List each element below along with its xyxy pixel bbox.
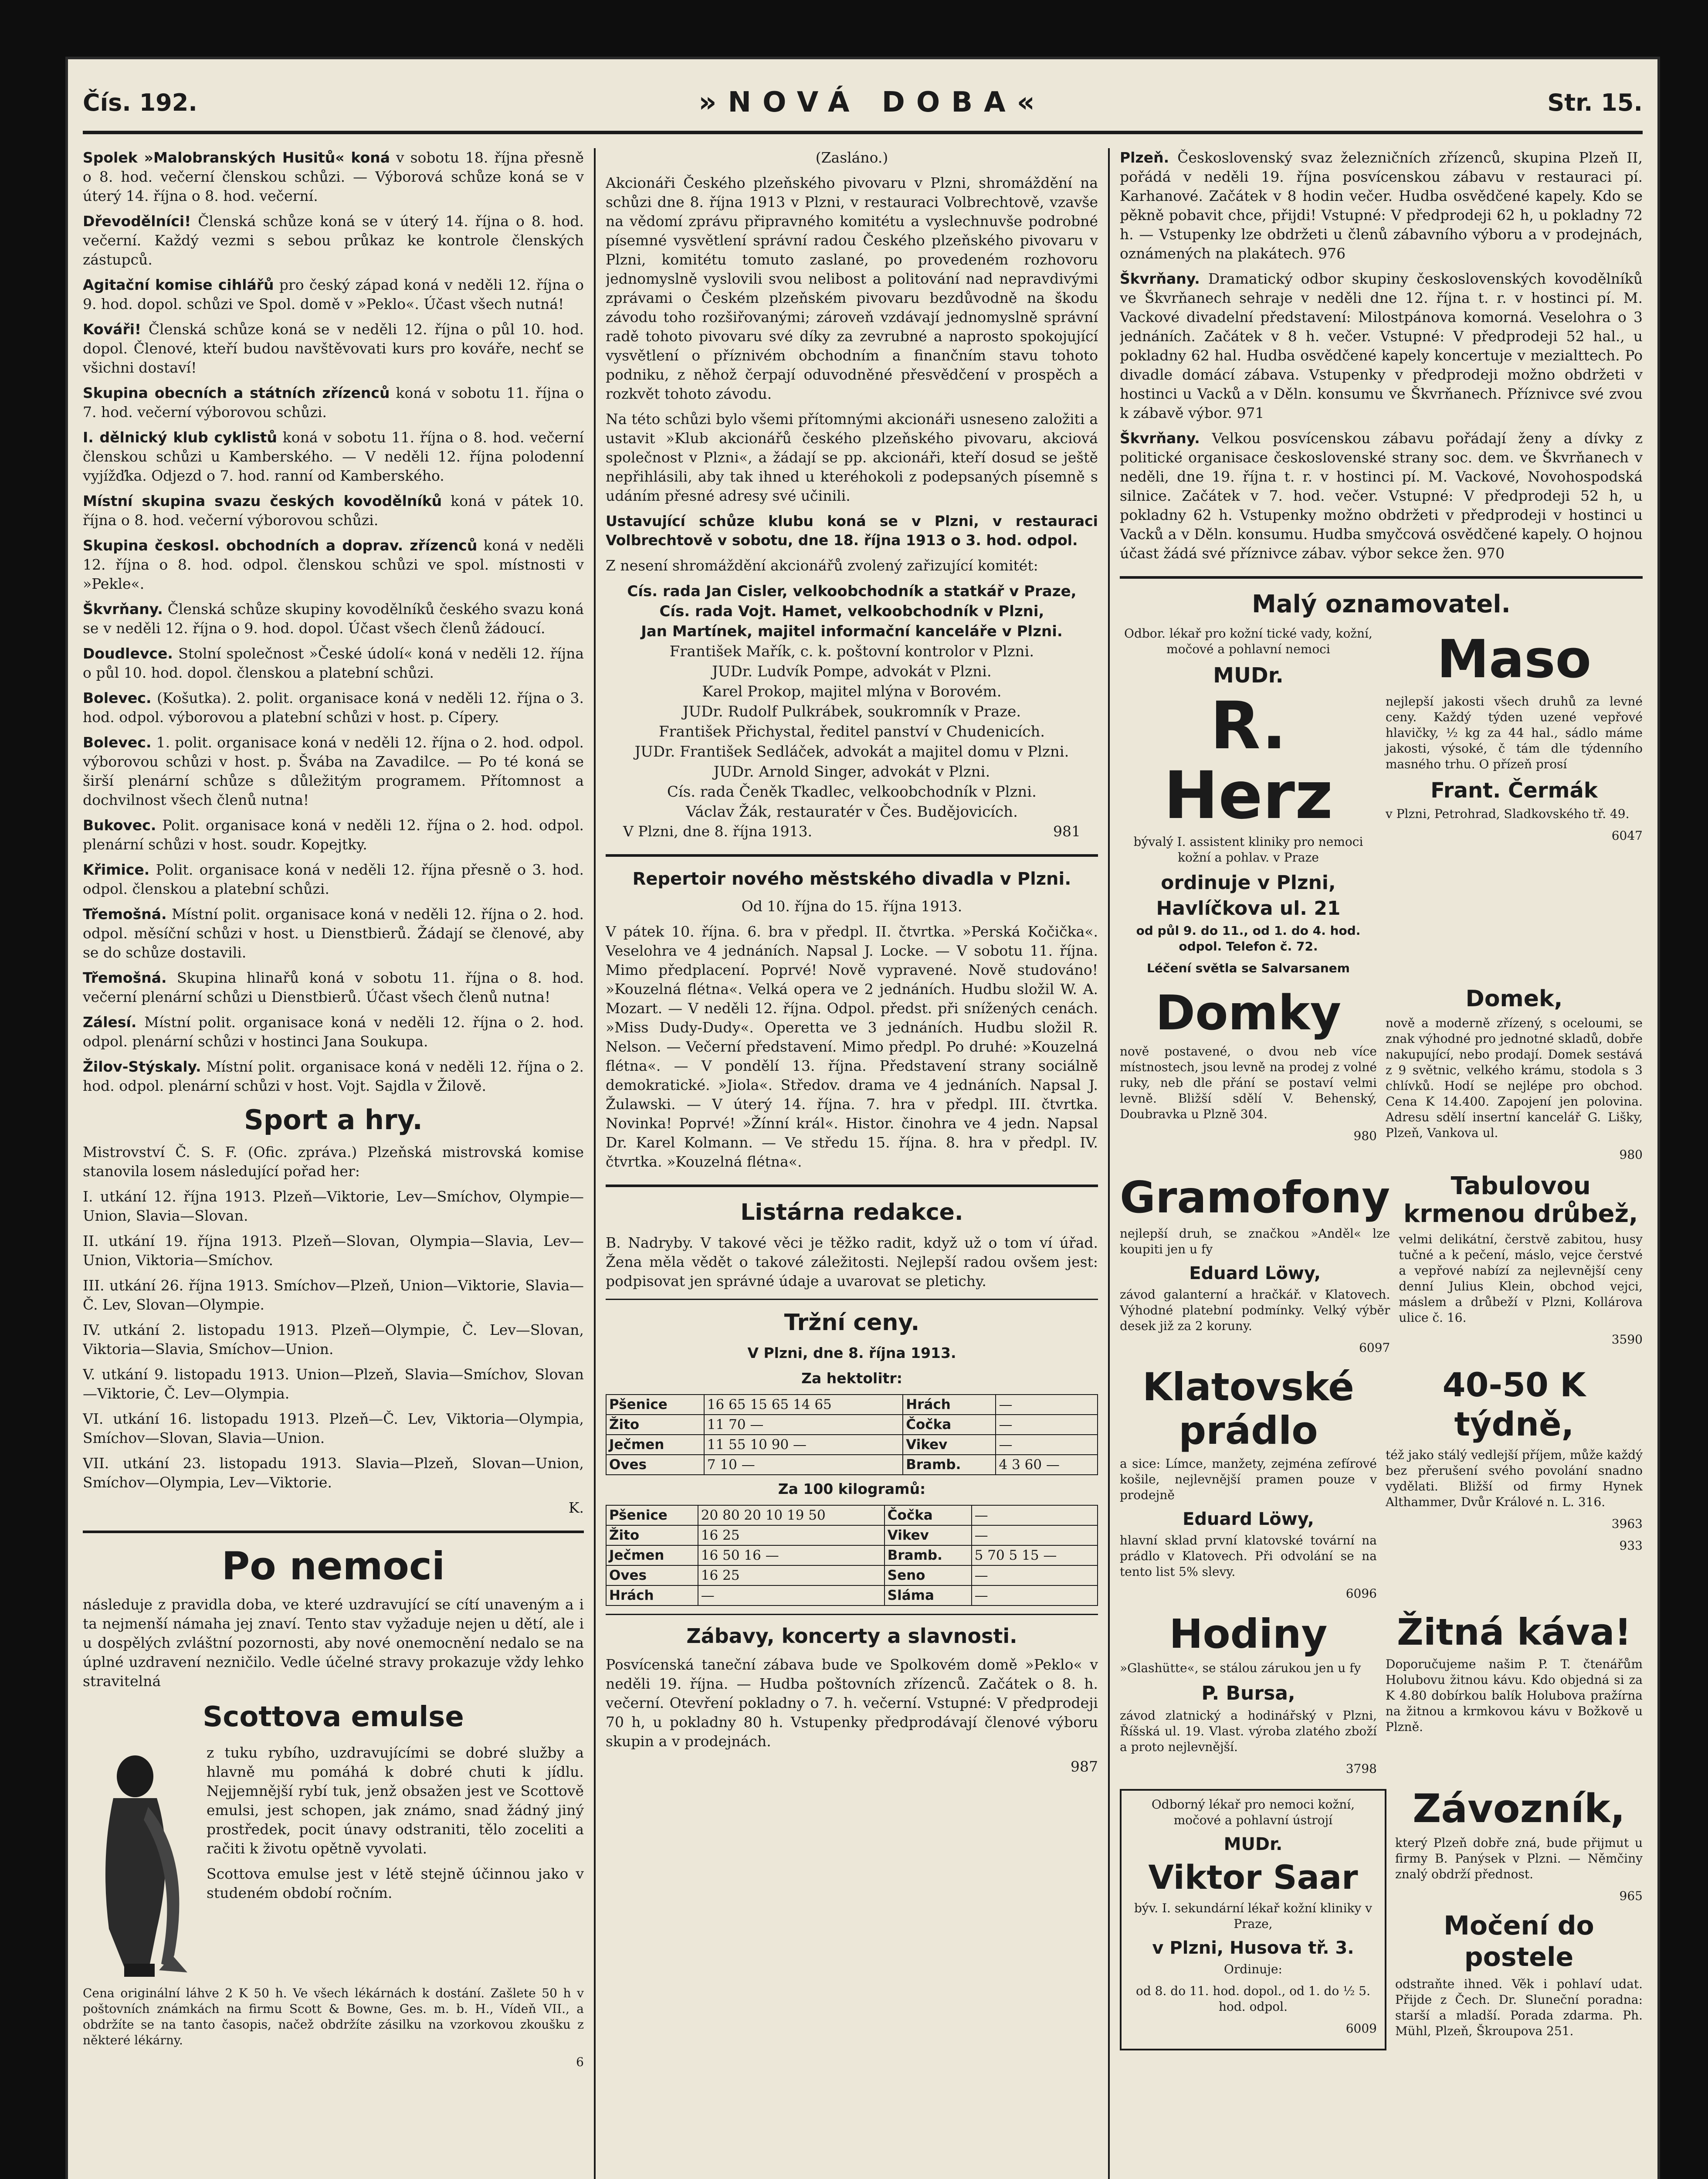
herz-ad <box>1120 626 1377 982</box>
club-notice-head: Zálesí. <box>83 1014 137 1031</box>
club-notice <box>83 492 584 530</box>
maso-text: nejlepší jakosti všech druhů za levné ceny. Každý týden uzené vepřové hlavičky, ½ kg za 44 hal., sádlo máme jakosti, výsoké, č tám dle týdenního masného trhu. O přízeň prosí <box>1386 694 1643 771</box>
sport-line: Mistrovství Č. S. F. (Ofic. zpráva.) Plzeňská mistrovská komise stanovila losem následující pořad her: <box>83 1144 584 1180</box>
market-cell: 16 25 <box>698 1565 884 1585</box>
club-notice-head: Agitační komise cihlářů <box>83 276 274 293</box>
column-divider <box>1108 148 1110 2179</box>
skvrnany-notice-2 <box>1120 429 1643 563</box>
zavoznik-number: 965 <box>1619 1889 1643 1903</box>
market-cell: 16 50 16 — <box>698 1545 884 1565</box>
tabulovou-ad <box>1399 1169 1643 1362</box>
market-cell: — <box>972 1505 1098 1525</box>
hodiny-name: P. Bursa, <box>1201 1682 1295 1704</box>
club-notice-head: Třemošná. <box>83 906 167 923</box>
dateline <box>606 822 1098 841</box>
ads-row-4 <box>1120 1362 1643 1608</box>
club-notice-text: pro český západ koná v neděli 12. října o 9. hod. dopol. schůzi ve Spol. domě v »Peklo«. Účast všech nutná! <box>83 276 584 312</box>
signer-line: Cís. rada Čeněk Tkadlec, velkoobchodník v Plzni. <box>667 783 1037 801</box>
club-notice <box>83 816 584 854</box>
club-notice-head: Bolevec. <box>83 734 152 751</box>
market-cell: — <box>972 1565 1098 1585</box>
market-cell: 11 70 — <box>704 1415 903 1435</box>
club-notice <box>83 428 584 485</box>
market-cell: Čočka <box>884 1505 972 1525</box>
listarna-heading: Listárna redakce. <box>740 1199 963 1225</box>
market-row <box>606 1505 1098 1525</box>
market-row <box>606 1415 1098 1435</box>
market-row <box>606 1455 1098 1475</box>
saar-ad <box>1120 1789 1386 2050</box>
maly-oznamovatel-heading: Malý oznamovatel. <box>1252 590 1511 618</box>
market-unit-hectoliter: Za hektolitr: <box>801 1370 902 1387</box>
saar-name: Viktor Saar <box>1148 1858 1358 1897</box>
domky-number: 980 <box>1353 1129 1377 1143</box>
zitna-ad <box>1386 1608 1643 1783</box>
klatovske-text-2: hlavní sklad první klatovské tovární na prádlo v Klatovech. Při odvolání se na tento list 5% slevy. <box>1120 1533 1377 1579</box>
hodiny-text: »Glashütte«, se stálou zárukou jen u fy <box>1120 1661 1361 1675</box>
market-subheading: V Plzni, dne 8. října 1913. <box>747 1344 956 1361</box>
hodiny-title: Hodiny <box>1169 1611 1328 1657</box>
club-notice-text: koná v sobotu 11. října o 7. hod. večerní výborovou schůzi. <box>83 384 584 421</box>
tydne-ad <box>1386 1362 1643 1608</box>
tydne-number: 3963 <box>1611 1517 1643 1531</box>
market-cell: 16 25 <box>698 1525 884 1545</box>
sport-line: III. utkání 26. října 1913. Smíchov—Plzeň, Union—Viktorie, Slavia—Č. Lev, Slovan—Olympie. <box>83 1277 584 1313</box>
saar-top: Odborný lékař pro nemoci kožní, močové a pohlavní ústrojí <box>1151 1797 1355 1827</box>
market-cell: Vikev <box>903 1435 996 1455</box>
club-notice-head: Kováři! <box>83 321 142 338</box>
market-cell: Čočka <box>903 1415 996 1435</box>
zaslano-label: (Zasláno.) <box>815 149 888 166</box>
section-divider <box>606 1614 1098 1615</box>
saar-address: v Plzni, Husova tř. 3. <box>1152 1938 1354 1958</box>
dateline-number: 981 <box>1053 823 1081 840</box>
club-notice-head: I. dělnický klub cyklistů <box>83 429 278 446</box>
market-cell: Pšenice <box>606 1505 698 1525</box>
club-notice-head: Spolek »Malobranských Husitů« koná <box>83 149 390 166</box>
market-row <box>606 1525 1098 1545</box>
repertoir-subheading: Od 10. října do 15. října 1913. <box>741 898 962 915</box>
column-1 <box>83 148 584 2179</box>
ads-row-2 <box>1120 982 1643 1169</box>
club-notice-text: koná v pátek 10. října o 8. hod. večerní výborovou schůzi. <box>83 492 584 529</box>
herz-hours: od půl 9. do 11., od 1. do 4. hod. odpol. Telefon č. 72. <box>1136 923 1361 954</box>
klatovske-ad <box>1120 1362 1377 1608</box>
tabulovou-number: 3590 <box>1611 1332 1643 1347</box>
ads-row-6 <box>1120 1783 1643 2057</box>
herz-name: R. Herz <box>1163 688 1333 834</box>
sport-signature: K. <box>568 1499 584 1516</box>
tydne-number-2: 933 <box>1619 1538 1643 1553</box>
scottova-emulse-text-2: Scottova emulse jest v létě stejně účinnou jako v studeném období ročním. <box>207 1865 584 1901</box>
club-notice <box>83 275 584 314</box>
section-divider <box>606 1185 1098 1187</box>
skvrnany-number-2: 970 <box>1477 545 1505 562</box>
domky-title: Domky <box>1155 985 1342 1041</box>
signer-line: JUDr. Ludvík Pompe, advokát v Plzni. <box>712 663 992 680</box>
club-notice-text: Místní polit. organisace koná v neděli 12. října o 2. hod. odpol. plenární schůzi v hostinci Jana Soukupa. <box>83 1014 584 1050</box>
gramofony-text-2: závod galanterní a hračkář. v Klatovech. Výhodné platební podmínky. Velký výběr desek již za 2 koruny. <box>1120 1287 1390 1333</box>
club-notice <box>83 968 584 1007</box>
club-notice-text: (Košutka). 2. polit. organisace koná v neděli 12. října o 3. hod. odpol. výborovou a platební schůzi v host. p. Cípery. <box>83 689 584 726</box>
zitna-title: Žitná káva! <box>1397 1611 1631 1653</box>
issue-number: Čís. 192. <box>83 88 197 116</box>
zavoznik-title: Závozník, <box>1413 1786 1625 1832</box>
gramofony-title: Gramofony <box>1120 1172 1390 1223</box>
domek-ad <box>1386 982 1643 1169</box>
market-cell: — <box>996 1435 1098 1455</box>
market-cell: Oves <box>606 1455 704 1475</box>
club-notice-head: Bolevec. <box>83 689 152 706</box>
klatovske-title: Klatovské prádlo <box>1142 1364 1354 1453</box>
domek-title: Domek, <box>1465 986 1563 1012</box>
po-nemoci-heading: Po nemoci <box>221 1544 445 1588</box>
column-3 <box>1120 148 1643 2179</box>
herz-salvarsan: Léčení světla se Salvarsanem <box>1147 961 1350 975</box>
club-notice-head: Škvrňany. <box>83 601 163 618</box>
club-notice <box>83 689 584 727</box>
market-cell: — <box>972 1525 1098 1545</box>
zitna-text: Doporučujeme našim P. T. čtenářům Holubovu žitnou kávu. Kdo objedná si za K 4.80 dobírkou balík Holubova pražírna na žitnou a krmkovou kávu v Božkově u Plzně. <box>1386 1657 1643 1734</box>
klatovske-number: 6096 <box>1345 1586 1377 1601</box>
domek-number: 980 <box>1619 1147 1643 1162</box>
market-heading: Tržní ceny. <box>784 1310 920 1336</box>
saar-mudr: MUDr. <box>1223 1834 1283 1854</box>
club-notice <box>83 320 584 377</box>
page-number: Str. 15. <box>1547 88 1643 116</box>
maso-ad <box>1386 626 1643 982</box>
club-notice-text: Členská schůze koná se v neděli 12. října o půl 10. hod. dopol. Členové, kteří budou navštěvovati kurs pro kováře, nechť se všichni dostaví! <box>83 321 584 376</box>
market-cell: Žito <box>606 1525 698 1545</box>
masthead <box>83 74 1643 134</box>
club-notice-head: Žilov-Stýskaly. <box>83 1058 201 1075</box>
club-notice-head: Křimice. <box>83 861 150 878</box>
ads-row-5 <box>1120 1608 1643 1783</box>
section-divider <box>606 1299 1098 1300</box>
club-notice-text: v sobotu 18. října přesně o 8. hod. večerní členskou schůzi. — Výborová schůze koná se v úterý 14. října o 8. hod. večerní. <box>83 149 584 204</box>
repertoir-text: V pátek 10. října. 6. bra v předpl. II. čtvrtka. »Perská Kočička«. Veselohra ve 4 jednáních. Napsal J. Locke. — V sobotu 11. října. Mimo předplacení. Poprvé! Nově vypravené. Nově studováno! »Kouzelná flétna«. Velká opera ve 2 jednáních. Hudbu složil W. A. Mozart. — V neděli 12. října. Odpol. předst. při snížených cenách. »Miss Dudy-Dudy«. Operetta ve 3 jednáních. Hudbu složil R. Nelson. — Večerní představení. Mimo předpl. Po druhé: »Kouzelná flétna«. — V pondělí 13. října. Představení strany sociálně demokratické. »Jiola«. Středov. drama ve 4 jednáních. Napsal J. Žulawski. — V úterý 14. října. 7. hra v předpl. III. čtvrtka. Novinka! Poprvé! »Žínní král«. Histor. činohra ve 4 jedn. Napsal Dr. Karel Kolmann. — Ve středu 15. října. 8. hra v předpl. IV. čtvrtka. »Kouzelná flétna«. <box>606 923 1098 1170</box>
saar-sub: býv. I. sekundární lékař kožní kliniky v Praze, <box>1134 1901 1372 1931</box>
club-notice <box>83 536 584 594</box>
klatovske-text: a sice: Límce, manžety, zejména zefírové košile, nejlevnější pramen pouze v prodejně <box>1120 1456 1377 1502</box>
tabulovou-title: Tabulovou krmenou drůbež, <box>1403 1172 1638 1228</box>
market-cell: 20 80 20 10 19 50 <box>698 1505 884 1525</box>
club-notice-text: Místní polit. organisace koná v neděli 12. října o 2. hod. odpol. plenární schůzi v host. Vojt. Sajdla v Žilově. <box>83 1058 584 1094</box>
signer-line: JUDr. František Sedláček, advokát a majitel domu v Plzni. <box>634 743 1069 760</box>
sport-line: VI. utkání 16. listopadu 1913. Plzeň—Č. Lev, Viktoria—Olympia, Smíchov—Slovan, Slavia—Union. <box>83 1410 584 1446</box>
club-notice-text: Polit. organisace koná v neděli 12. října přesně o 3. hod. odpol. členskou a platební schůzi. <box>83 861 584 897</box>
maso-number: 6047 <box>1611 828 1643 843</box>
scottova-price-note: Cena originální láhve 2 K 50 h. Ve všech lékárnách k dostání. Zašlete 50 h v poštovních známkách na firmu Scott & Bowne, Ges. m. b. H., Vídeň VII., a obdržíte se na tanto časopis, načež obdržíte zásilku na vzorkovou zkoušku z některé lékárny. <box>83 1986 584 2047</box>
club-notice-text: koná v neděli 12. října o 8. hod. odpol. členskou schůzi ve spol. místnosti v »Pekle«. <box>83 537 584 592</box>
club-notice-text: Stolní společnost »České údolí« koná v neděli 12. října o půl 10. hod. dopol. členskou a platební schůzi. <box>83 645 584 681</box>
market-cell: 7 10 — <box>704 1455 903 1475</box>
herz-top: Odbor. lékař pro kožní tické vady, kožní, močové a pohlavní nemoci <box>1124 626 1372 656</box>
market-cell: Žito <box>606 1415 704 1435</box>
club-notice-text: Polit. organisace koná v neděli 12. října o 2. hod. odpol. plenární schůzi v host. soudr. Kopejtky. <box>83 817 584 853</box>
market-cell: 11 55 10 90 — <box>704 1435 903 1455</box>
skvrnany-head-1: Škvrňany. <box>1120 270 1200 287</box>
club-notice-text: 1. polit. organisace koná v neděli 12. října o 2. hod. odpol. výborovou schůzi v host. p. Švába na Zavadilce. — Po té koná se širší plenární schůze s důležitým programem. Přítomnost a dochvilnost všech členů nutna! <box>83 734 584 808</box>
market-cell: — <box>698 1585 884 1605</box>
plzen-head: Plzeň. <box>1120 149 1169 166</box>
section-divider <box>606 854 1098 857</box>
maso-address: v Plzni, Petrohrad, Sladkovského tř. 49. <box>1386 807 1630 821</box>
gramofony-name: Eduard Löwy, <box>1189 1263 1321 1283</box>
market-table-hectoliter <box>606 1394 1098 1475</box>
signer-line: Václav Žák, restauratér v Čes. Budějovicích. <box>686 803 1018 821</box>
market-cell: 5 70 5 15 — <box>972 1545 1098 1565</box>
newspaper-title: »NOVÁ DOBA« <box>698 86 1046 119</box>
po-nemoci-text: následuje z pravidla doba, ve které uzdravující se cítí unaveným a i ta nejmenší námaha jej znaví. Tento stav vyžaduje nejen u dětí, ale i u dospělých zvláštní pozornosti, aby nové onemocnění nedalo se na úplné uzdravení nezničilo. Vedle účelné stravy prokazuje vždy lehko stravitelná <box>83 1596 584 1690</box>
market-cell: — <box>996 1395 1098 1415</box>
club-notice <box>83 1013 584 1051</box>
market-cell: Seno <box>884 1565 972 1585</box>
signers-secondary <box>606 641 1098 822</box>
club-notice-head: Skupina českosl. obchodních a doprav. zřízenců <box>83 537 478 554</box>
scottova-price-note-number: 6 <box>576 2055 584 2069</box>
signer-line: JUDr. Arnold Singer, advokát v Plzni. <box>713 763 990 781</box>
newspaper-page <box>65 57 1660 2179</box>
club-notice-head: Bukovec. <box>83 817 156 834</box>
market-row <box>606 1395 1098 1415</box>
club-notice-head: Místní skupina svazu českých kovodělníků <box>83 492 442 509</box>
skvrnany-number-1: 971 <box>1237 404 1264 421</box>
club-notice <box>83 384 584 422</box>
market-cell: Hrách <box>606 1585 698 1605</box>
plzen-notice <box>1120 148 1643 263</box>
market-row <box>606 1435 1098 1455</box>
moceni-title: Močení do postele <box>1444 1911 1594 1972</box>
club-notice <box>83 148 584 206</box>
club-notice <box>83 212 584 269</box>
domek-text: nově a moderně zřízený, s oceloumi, se znak výhodné pro jednotné skladů, dobře nakupující, nebo prodají. Domek sestává z 9 světnic, velkého krámu, stodola s 3 chlívků. Hodí se nejlépe pro obchod. Cena K 14.400. Zapojení jen polovina. Adresu sdělí insertní kancelář G. Lišky, Plzeň, Vankova ul. <box>1386 1016 1643 1140</box>
saar-hours-label: Ordinuje: <box>1224 1962 1282 1976</box>
signer-line: František Přichystal, ředitel panství v Chudenicích. <box>658 723 1045 740</box>
skvrnany-text-1: Dramatický odbor skupiny československých kovodělníků ve Škvrňanech sehraje v neděli dne 12. října t. r. v hostinci pí. M. Vackové divadelní představení: Milostpánova komorná. Veselohra o 3 jednáních. Začátek v 8 h. večer. Vstupné: V předprodeji 52 hal., u pokladny 62 hal. Hudba osvědčené kapely koncertuje v mezialttech. Po divadle domácí zábava. Vstupenky v předprodeji možno obdržeti v hostinci u Vacků a v Děln. konsumu ve Škvrňanech. Příznivce své zvou k zábavě výbor. <box>1120 270 1643 421</box>
club-notice-text: koná v sobotu 11. října o 8. hod. večerní členskou schůzi u Kamberského. — V neděli 12. října polodenní vyjížďka. Odjezd o 7. hod. ranní od Kamberského. <box>83 429 584 484</box>
sport-line: VII. utkání 23. listopadu 1913. Slavia—Plzeň, Slovan—Union, Smíchov—Olympia, Lev—Viktorie. <box>83 1455 584 1491</box>
club-notice <box>83 644 584 682</box>
market-cell: Sláma <box>884 1585 972 1605</box>
market-cell: Oves <box>606 1565 698 1585</box>
zavoznik-text: který Plzeň dobře zná, bude přijmut u firmy B. Panýsek v Plzni. — Němčiny znalý obdrží přednost. <box>1395 1836 1643 1881</box>
market-cell: — <box>972 1585 1098 1605</box>
tydne-title: 40-50 K týdně, <box>1442 1365 1586 1443</box>
zabavy-heading: Zábavy, koncerty a slavnosti. <box>686 1624 1017 1648</box>
sport-line: I. utkání 12. října 1913. Plzeň—Viktorie, Lev—Smíchov, Olympie—Union, Slavia—Slovan. <box>83 1188 584 1224</box>
club-notice <box>83 1057 584 1096</box>
ads-row-1 <box>1120 626 1643 982</box>
zavoznik-ad <box>1395 1783 1643 2057</box>
market-cell: Pšenice <box>606 1395 704 1415</box>
market-table-100kg <box>606 1505 1098 1606</box>
listarna-text: B. Nadryby. V takové věci je těžko radit, když už o tom ví úřad. Žena měla vědět o takové záležitosti. Nejlepší radou ovšem jest: podpisovat jen správné údaje a uvarovat se pletichy. <box>606 1234 1098 1290</box>
klatovske-name: Eduard Löwy, <box>1183 1509 1314 1529</box>
club-notice-head: Skupina obecních a státních zřízenců <box>83 384 390 401</box>
sport-line: V. utkání 9. listopadu 1913. Union—Plzeň, Slavia—Smíchov, Slovan—Viktorie, Č. Lev—Olympia. <box>83 1366 584 1402</box>
hodiny-text-2: závod zlatnický a hodinářský v Plzni, Říšská ul. 19. Vlast. výroba zlatého zboží a proto nejlevnější. <box>1120 1708 1377 1754</box>
sport-line: IV. utkání 2. listopadu 1913. Plzeň—Olympie, Č. Lev—Slovan, Viktoria—Slavia, Smíchov—Union. <box>83 1321 584 1358</box>
market-row <box>606 1585 1098 1605</box>
signer-line: Cís. rada Jan Cisler, velkoobchodník a statkář v Praze, <box>627 583 1077 600</box>
section-divider <box>83 1531 584 1533</box>
maso-title: Maso <box>1437 629 1592 690</box>
plzen-number: 976 <box>1318 245 1346 262</box>
market-cell: 4 3 60 — <box>996 1455 1098 1475</box>
repertoir-heading: Repertoir nového městského divadla v Plzni. <box>632 869 1071 889</box>
market-cell: Bramb. <box>903 1455 996 1475</box>
market-cell: Hrách <box>903 1395 996 1415</box>
market-cell: Bramb. <box>884 1545 972 1565</box>
fisherman-with-fish-illustration <box>83 1746 196 1981</box>
signer-line: Cís. rada Vojt. Hamet, velkoobchodník v Plzni, <box>659 603 1044 620</box>
market-row <box>606 1565 1098 1585</box>
sport-line: II. utkání 19. října 1913. Plzeň—Slovan, Olympia—Slavia, Lev—Union, Viktoria—Smíchov. <box>83 1232 584 1269</box>
club-notice-text: Členská schůze skupiny kovodělníků českého svazu koná se v neděli 12. října o 9. hod. dopol. Účast všech členů žádoucí. <box>83 601 584 637</box>
tydne-text: též jako stálý vedlejší příjem, může každý bez přerušení svého povolání snadno vydělati. Bližší od firmy Hynek Althammer, Dvůr Králové n. L. 316. <box>1386 1448 1643 1509</box>
saar-hours: od 8. do 11. hod. dopol., od 1. do ½ 5. hod. odpol. <box>1136 1984 1370 2014</box>
market-cell: Vikev <box>884 1525 972 1545</box>
club-notice-head: Doudlevce. <box>83 645 173 662</box>
signer-line: Jan Martínek, majitel informační kanceláře v Plzni. <box>641 623 1063 640</box>
scottova-emulse-text: z tuku rybího, uzdravujícími se dobré služby a hlavně mu pomáhá k dobré chuti k jídlu. Nejjemnější rybí tuk, jenž obsažen jest ve Scottově emulsi, jest schopen, jak známo, snad žádný jiný prostředek, pocit únavy odstraniti, tělo zoceliti a račiti k životu opětně vyvolati. <box>207 1744 584 1857</box>
sport-heading: Sport a hry. <box>244 1104 423 1136</box>
market-cell: Ječmen <box>606 1435 704 1455</box>
skvrnany-text-2: Velkou posvícenskou zábavu pořádají ženy a dívky z politické organisace československé strany soc. dem. ve Škvrňanech v neděli, dne 19. října t. r. v hostinci pí. M. Vackové, Novohospodská silnice. Začátek v 7. hod. večer. Vstupné: V předprodeji 52 h, u pokladny 62 h. Vstupenky možno obdržeti v předprodeji v hostinci u Vacků a v Děln. konsumu. Hudba smyčcová osvědčené kapely. O hojnou účast žádá své příznivce zábav. výbor sekce žen. <box>1120 430 1643 562</box>
herz-address: Havlíčkova ul. 21 <box>1156 897 1341 920</box>
plzen-text: Československý svaz železničních zřízenců, skupina Plzeň II, pořádá v neděli 19. října posvícenskou zábavu v restauraci pí. Karhanové. Začátek v 8 hodin večer. Hudba osvědčené kapely. Kdo se pěkně pobavit chce, přijdi! Vstupné: V předprodeji 62 h, u pokladny 72 h. — Vstupenky lze obdržeti u členů zábavního výboru a v prodejnách, oznámených na plakátech. <box>1120 149 1643 262</box>
akcionari-paragraph-4: Z nesení shromáždění akcionářů zvolený zařizující komitét: <box>606 557 1038 574</box>
club-notice-text: Členská schůze koná se v úterý 14. října o 8. hod. večerní. Každý vezmi s sebou průkaz ke kontrole členských zástupců. <box>83 213 584 268</box>
club-notices <box>83 148 584 1096</box>
akcionari-paragraph-2: Na této schůzi bylo všemi přítomnými akcionáři usneseno založiti a ustavit »Klub akcionářů českého plzeňského pivovaru, akciová společnost v Plzni«, a žádají se pp. akcionáři, kteří dosud se ještě nepřihlásili, aby tak ihned u kteréhokoli z podepsaných písemně s udáním přesné adresy své učinili. <box>606 411 1098 504</box>
signers-primary <box>606 581 1098 641</box>
tabulovou-text: velmi delikátní, čerstvě zabitou, husy tučné a k pečení, máslo, vejce čerstvé a vepřové nabízí za nejlevnější ceny denní Julius Klein, obchod vejci, máslem a drůbeží v Plzni, Kollárova ulice č. 16. <box>1399 1232 1643 1325</box>
zabavy-text: Posvícenská taneční zábava bude ve Spolkovém domě »Peklo« v neděli 19. října. — Hudba poštovních zřízenců. Začátek o 8. h. večerní. Otevření pokladny o 7. h. večerní. Vstupné: V předprodeji 70 h, u pokladny 80 h. Vstupenky předprodávají členové výboru skupin a v prodejnách. <box>606 1656 1098 1750</box>
skvrnany-head-2: Škvrňany. <box>1120 430 1200 447</box>
saar-number: 6009 <box>1345 2021 1377 2036</box>
market-row <box>606 1545 1098 1565</box>
domky-ad <box>1120 982 1377 1169</box>
club-notice-text: Skupina hlinařů koná v sobotu 11. října o 8. hod. večerní plenární schůzi u Dienstbierů. Účast všech členů nutna! <box>83 969 584 1005</box>
signer-line: JUDr. Rudolf Pulkrábek, soukromník v Praze. <box>682 703 1021 720</box>
dateline-text: V Plzni, dne 8. října 1913. <box>623 823 813 840</box>
club-notice-head: Dřevodělníci! <box>83 213 191 230</box>
club-notice <box>83 733 584 810</box>
domky-text: nově postavené, o dvou neb více místnostech, jsou levně na prodej z volné ruky, neb dle přání se postaví velmi levně. Bližší sdělí V. Behenský, Doubravka u Plzně 304. <box>1120 1044 1377 1121</box>
maso-name: Frant. Čermák <box>1430 778 1598 803</box>
skvrnany-notice-1 <box>1120 269 1643 423</box>
hodiny-ad <box>1120 1608 1377 1783</box>
club-notice <box>83 860 584 899</box>
herz-ordinuje: ordinuje v Plzni, <box>1161 872 1336 894</box>
akcionari-intro: Akcionáři Českého plzeňského pivovaru v Plzni, shromáždění na schůzi dne 8. října 1913 v Plzni, v restauraci Volbrechtově, vzavše na vědomí zprávu připravného komitétu a vyslechnuvše podrobné písemné vysvětlení správní radou Českého plzeňského pivovaru v Plzni, komitétu tomuto zaslané, po provedeném rozhovoru jednomyslně vyslovili svou nelibost a politování nad nepravdivými zprávami o Českém plzeňském pivovaru bezdůvodně na škodu závodu toho rozšiřovanými; zároveň vzdávají jednomyslně správní radě tohoto pivovaru své díky za zevrubné a naprosto spokojující vysvětlení o příznivém obchodním a finančním stavu tohoto podniku, z něhož čerpají oduvodněné přesvědčení v prospěch a rozkvět tohoto závodu. <box>606 174 1098 402</box>
club-notice <box>83 905 584 962</box>
market-cell: 16 65 15 65 14 65 <box>704 1395 903 1415</box>
signer-line: Karel Prokop, majitel mlýna v Borovém. <box>702 683 1002 700</box>
club-notice <box>83 600 584 638</box>
scottova-emulse-heading: Scottova emulse <box>203 1701 464 1733</box>
market-cell: Ječmen <box>606 1545 698 1565</box>
gramofony-number: 6097 <box>1359 1341 1390 1355</box>
herz-mudr: MUDr. <box>1213 663 1284 688</box>
column-2 <box>606 148 1098 2179</box>
akcionari-paragraph-3: Ustavující schůze klubu koná se v Plzni, v restauraci Volbrechtově v sobotu, dne 18. října 1913 o 3. hod. odpol. <box>606 513 1098 549</box>
herz-sub: bývalý I. assistent kliniky pro nemoci kožní a pohlav. v Praze <box>1133 835 1363 865</box>
gramofony-ad <box>1120 1169 1390 1362</box>
section-divider <box>1120 576 1643 579</box>
club-notice-head: Třemošná. <box>83 969 167 986</box>
sport-section <box>83 1143 584 1492</box>
market-cell: — <box>996 1415 1098 1435</box>
club-notice-text: Místní polit. organisace koná v neděli 12. října o 2. hod. odpol. měsíční schůzi v host. u Dienstbierů. Žádají se členové, aby se do schůze dostavili. <box>83 906 584 961</box>
hodiny-number: 3798 <box>1345 1762 1377 1776</box>
gramofony-text: nejlepší druh, se značkou »Anděl« lze koupiti jen u fy <box>1120 1226 1390 1256</box>
ads-row-3 <box>1120 1169 1643 1362</box>
column-divider <box>594 148 596 2179</box>
zabavy-number: 987 <box>1071 1758 1098 1775</box>
market-unit-100kg: Za 100 kilogramů: <box>778 1480 926 1497</box>
signer-line: František Mařík, c. k. poštovní kontrolor v Plzni. <box>669 643 1034 660</box>
moceni-text: odstraňte ihned. Věk i pohlaví udat. Přijde z Čech. Dr. Sluneční poradna: starší a mladší. Porada zdarma. Ph. Mühl, Plzeň, Škroupova 251. <box>1395 1977 1643 2038</box>
